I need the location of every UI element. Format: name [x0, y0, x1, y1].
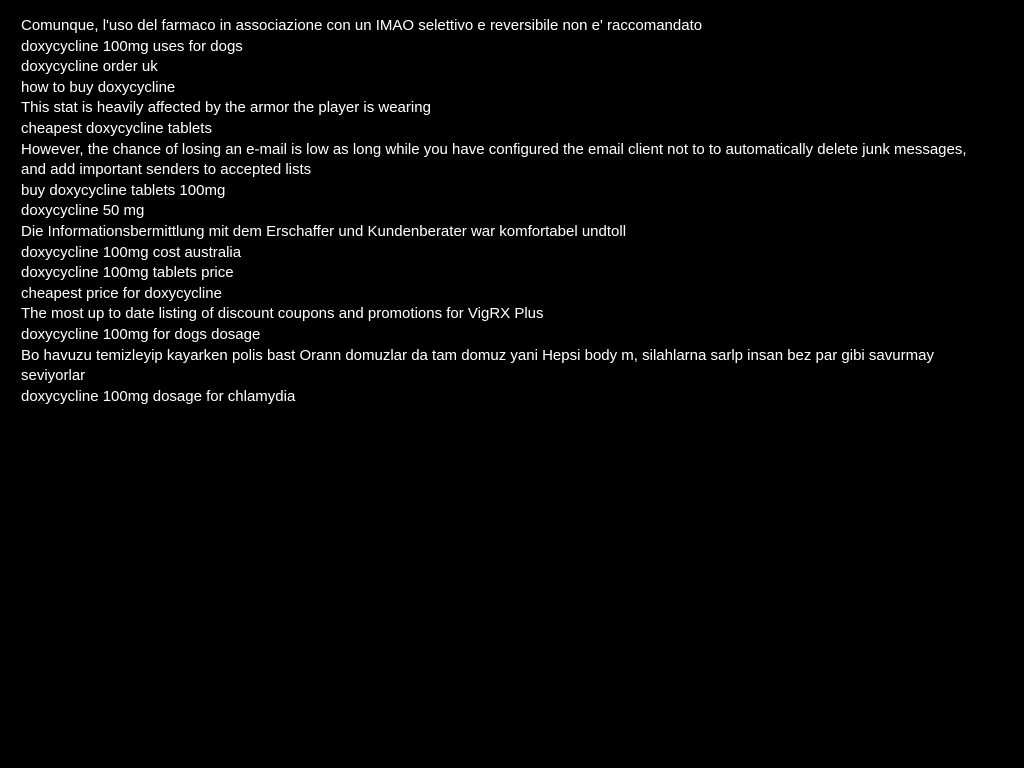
text-line-9: doxycycline 50 mg — [21, 202, 145, 220]
text-line-12: doxycycline 100mg tablets price — [21, 264, 234, 282]
text-line-15: doxycycline 100mg for dogs dosage — [21, 325, 261, 343]
text-line-5: This stat is heavily affected by the armor the player is wearing — [21, 99, 431, 117]
text-line-10: Die Informationsbermittlung mit dem Erschaffer und Kundenberater war komfortabel undtoll — [21, 222, 627, 240]
text-list — [21, 16, 984, 407]
text-line-16: Bo havuzu temizleyip kayarken polis bast Orann domuzlar da tam domuz yani Hepsi body m, silahlarna sarlp insan bez par gibi savurmay seviyorlar — [21, 346, 934, 385]
text-line-2: doxycycline 100mg uses for dogs — [21, 37, 243, 55]
text-line-7: However, the chance of losing an e-mail is low as long while you have configured the email client not to to automatically delete junk messages, and add important senders to accepted lists — [21, 140, 967, 179]
text-line-8: buy doxycycline tablets 100mg — [21, 181, 226, 199]
text-line-11: doxycycline 100mg cost australia — [21, 243, 242, 261]
text-line-4: how to buy doxycycline — [21, 78, 176, 96]
text-line-6: cheapest doxycycline tablets — [21, 119, 212, 137]
text-line-17: doxycycline 100mg dosage for chlamydia — [21, 387, 296, 405]
text-line-1: Comunque, l'uso del farmaco in associazione con un IMAO selettivo e reversibile non e' raccomandato — [21, 17, 703, 34]
text-line-13: cheapest price for doxycycline — [21, 284, 222, 302]
text-line-14: The most up to date listing of discount coupons and promotions for VigRX Plus — [21, 305, 544, 323]
text-line-3: doxycycline order uk — [21, 58, 158, 76]
